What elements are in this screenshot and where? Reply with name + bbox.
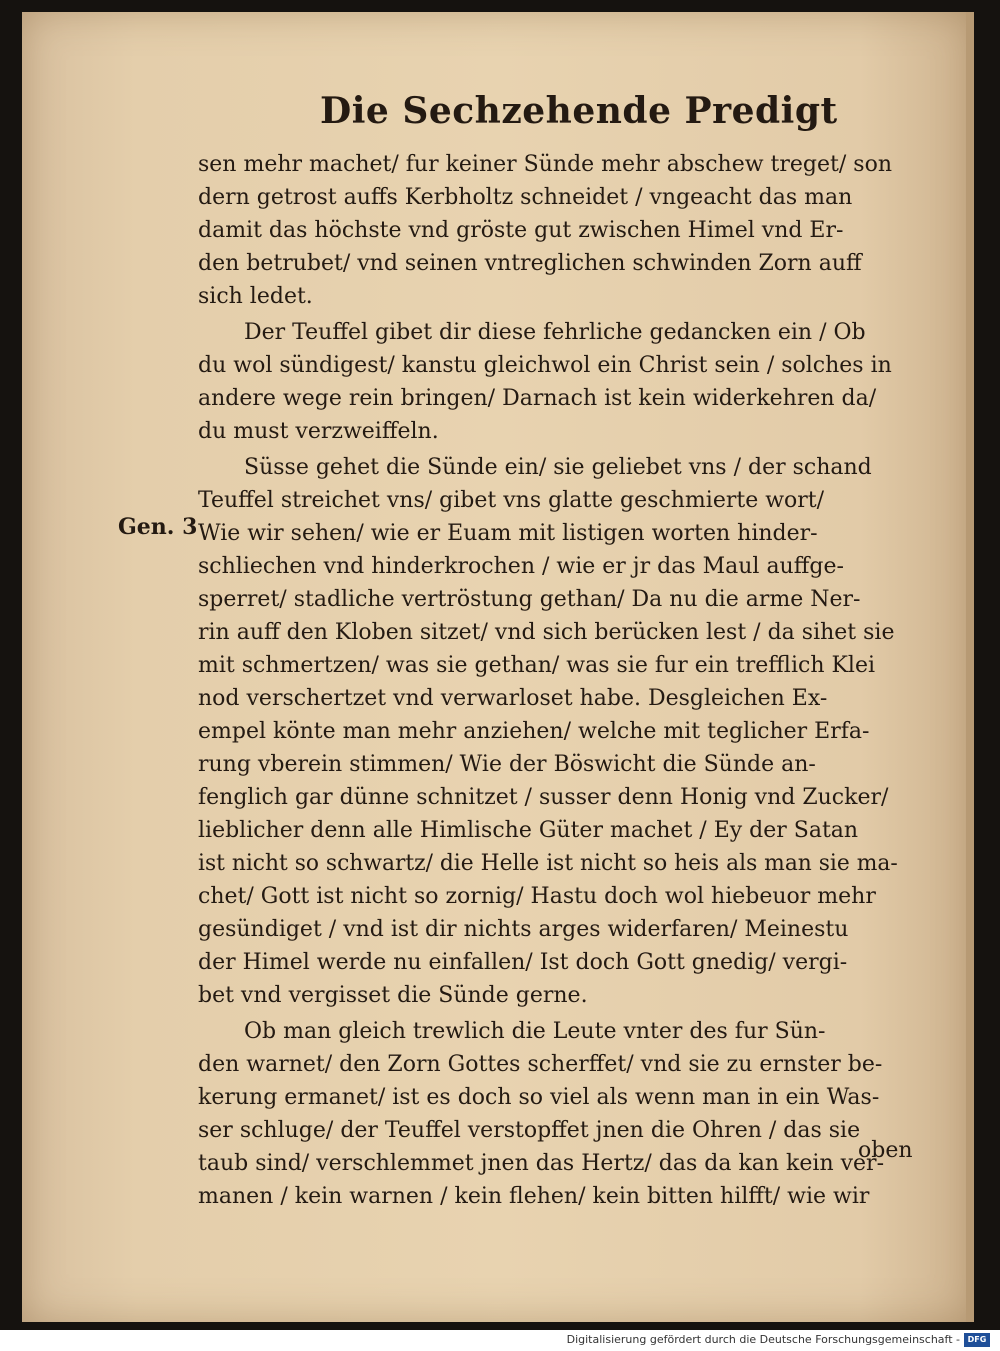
- text-line: damit das höchste vnd gröste gut zwischen Himel vnd Er-: [198, 218, 844, 243]
- text-line: ist nicht so schwartz/ die Helle ist nicht so heis als man sie ma-: [198, 851, 898, 876]
- text-line: lieblicher denn alle Himlische Güter machet / Ey der Satan: [198, 818, 859, 843]
- text-line: bet vnd vergisset die Sünde gerne.: [198, 983, 588, 1008]
- text-line: kerung ermanet/ ist es doch so viel als wenn man in ein Was-: [198, 1085, 880, 1110]
- text-line: sen mehr machet/ fur keiner Sünde mehr abschew treget/ son: [198, 152, 892, 177]
- footer-bar: [0, 1330, 1000, 1351]
- text-line: nod verschertzet vnd verwarloset habe. Desgleichen Ex-: [198, 686, 828, 711]
- text-line: schliechen vnd hinderkrochen / wie er jr das Maul auffge-: [198, 554, 844, 579]
- text-line: chet/ Gott ist nicht so zornig/ Hastu doch wol hiebeuor mehr: [198, 884, 876, 909]
- text-line: dern getrost auffs Kerbholtz schneidet / vngeacht das man: [198, 185, 853, 210]
- footer-credit: Digitalisierung gefördert durch die Deutsche Forschungsgemeinschaft -: [566, 1333, 960, 1346]
- text-line: den betrubet/ vnd seinen vntreglichen schwinden Zorn auff: [198, 251, 862, 276]
- text-line: fenglich gar dünne schnitzet / susser denn Honig vnd Zucker/: [198, 785, 889, 810]
- text-line: andere wege rein bringen/ Darnach ist kein widerkehren da/: [198, 386, 877, 411]
- catchword: oben: [858, 1138, 913, 1163]
- running-head: Die Sechzehende Predigt: [320, 90, 838, 132]
- text-line: taub sind/ verschlemmet jnen das Hertz/ das da kan kein ver-: [198, 1151, 885, 1176]
- text-line: der Himel werde nu einfallen/ Ist doch Gott gnedig/ vergi-: [198, 950, 848, 975]
- text-line: du must verzweiffeln.: [198, 419, 439, 444]
- text-line: mit schmertzen/ was sie gethan/ was sie fur ein trefflich Klei: [198, 653, 876, 678]
- marginal-note: Gen. 3: [118, 514, 198, 540]
- text-line: sperret/ stadliche vertröstung gethan/ Da nu die arme Ner-: [198, 587, 861, 612]
- text-line: Süsse gehet die Sünde ein/ sie geliebet vns / der schand: [244, 455, 872, 480]
- text-line: rin auff den Kloben sitzet/ vnd sich berücken lest / da sihet sie: [198, 620, 895, 645]
- page-edge: [966, 12, 974, 1322]
- text-line: rung vberein stimmen/ Wie der Böswicht die Sünde an-: [198, 752, 816, 777]
- text-line: gesündiget / vnd ist dir nichts arges widerfaren/ Meinestu: [198, 917, 849, 942]
- text-line: empel könte man mehr anziehen/ welche mit teglicher Erfa-: [198, 719, 870, 744]
- text-line: Der Teuffel gibet dir diese fehrliche gedancken ein / Ob: [244, 320, 866, 345]
- text-line: manen / kein warnen / kein flehen/ kein bitten hilfft/ wie wir: [198, 1184, 870, 1209]
- text-line: sich ledet.: [198, 284, 313, 309]
- text-line: ser schluge/ der Teuffel verstopffet jnen die Ohren / das sie: [198, 1118, 861, 1143]
- dfg-logo: DFG: [964, 1333, 990, 1347]
- text-line: den warnet/ den Zorn Gottes scherffet/ vnd sie zu ernster be-: [198, 1052, 883, 1077]
- text-line: du wol sündigest/ kanstu gleichwol ein Christ sein / solches in: [198, 353, 892, 378]
- text-line: Wie wir sehen/ wie er Euam mit listigen worten hinder-: [198, 521, 818, 546]
- text-line: Teuffel streichet vns/ gibet vns glatte geschmierte wort/: [198, 488, 825, 513]
- text-line: Ob man gleich trewlich die Leute vnter des fur Sün-: [244, 1019, 826, 1044]
